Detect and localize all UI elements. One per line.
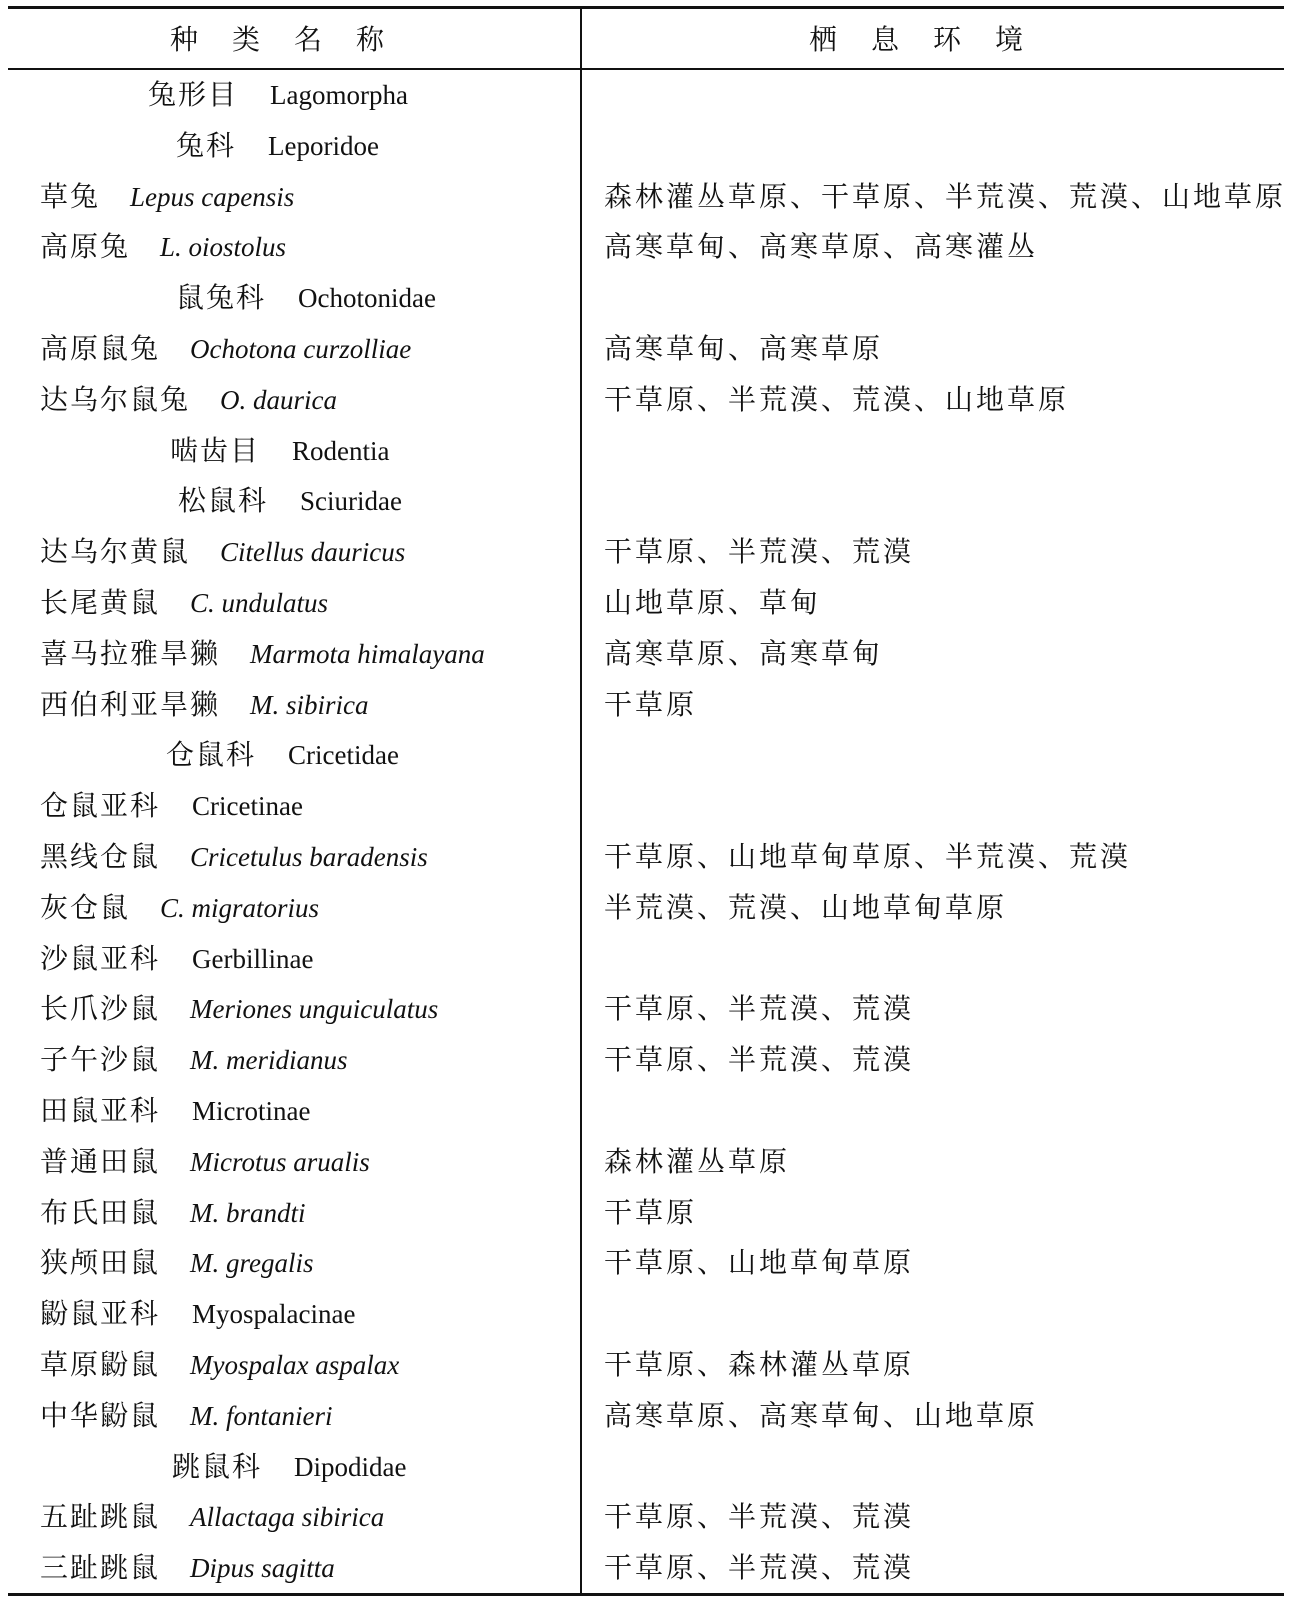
table-row xyxy=(8,934,1284,985)
table-row xyxy=(8,781,1284,832)
latin-name: M. fontanieri xyxy=(190,1400,333,1431)
table-row xyxy=(8,222,1284,273)
table-row xyxy=(8,375,1284,426)
latin-name: Rodentia xyxy=(292,435,390,466)
chinese-name: 五趾跳鼠 xyxy=(40,1500,161,1534)
latin-name: Sciuridae xyxy=(300,486,402,517)
latin-name: Dipodidae xyxy=(294,1451,407,1482)
chinese-name: 高原兔 xyxy=(40,230,131,264)
latin-name: Citellus dauricus xyxy=(220,537,406,568)
table-row xyxy=(8,1442,1284,1493)
table-row xyxy=(8,1340,1284,1391)
table-row xyxy=(8,1289,1284,1340)
table-row xyxy=(8,1137,1284,1188)
latin-name: Lepus capensis xyxy=(130,181,295,212)
chinese-name: 长爪沙鼠 xyxy=(40,992,161,1026)
chinese-name: 鼢鼠亚科 xyxy=(40,1297,161,1331)
latin-name: Cricetinae xyxy=(192,791,303,822)
table-row xyxy=(8,730,1284,781)
chinese-name: 草原鼢鼠 xyxy=(40,1347,161,1381)
chinese-name: 松鼠科 xyxy=(178,484,269,518)
habitat: 高寒草甸、高寒草原 xyxy=(604,331,884,365)
top-rule xyxy=(8,6,1284,9)
chinese-name: 三趾跳鼠 xyxy=(40,1551,161,1585)
latin-name: Cricetulus baradensis xyxy=(190,841,428,872)
table-row xyxy=(8,527,1284,578)
habitat: 干草原、半荒漠、荒漠 xyxy=(604,1551,915,1585)
habitat: 干草原、半荒漠、荒漠 xyxy=(604,992,915,1026)
chinese-name: 灰仓鼠 xyxy=(40,890,131,924)
chinese-name: 西伯利亚旱獭 xyxy=(40,687,221,721)
table-row xyxy=(8,70,1284,121)
latin-name: M. brandti xyxy=(190,1197,306,1228)
latin-name: M. meridianus xyxy=(190,1045,348,1076)
latin-name: M. sibirica xyxy=(250,689,369,720)
latin-name: Lagomorpha xyxy=(270,80,408,110)
table-row xyxy=(8,324,1284,375)
chinese-name: 达乌尔鼠兔 xyxy=(40,382,191,416)
table-row xyxy=(8,832,1284,883)
table-row xyxy=(8,1543,1284,1594)
chinese-name: 田鼠亚科 xyxy=(40,1093,161,1127)
chinese-name: 喜马拉雅旱獭 xyxy=(40,636,221,670)
species-habitat-table xyxy=(8,6,1287,1598)
table-row xyxy=(8,273,1284,324)
chinese-name: 布氏田鼠 xyxy=(40,1195,161,1229)
table-row xyxy=(8,1238,1284,1289)
chinese-name: 黑线仓鼠 xyxy=(40,839,161,873)
chinese-name: 长尾黄鼠 xyxy=(40,585,161,619)
chinese-name: 兔科 xyxy=(176,128,237,162)
latin-name: Allactaga sibirica xyxy=(190,1502,385,1533)
latin-name: M. gregalis xyxy=(190,1248,314,1279)
table-row xyxy=(8,1492,1284,1543)
chinese-name: 达乌尔黄鼠 xyxy=(40,535,191,569)
table-row xyxy=(8,1391,1284,1442)
table-row xyxy=(8,680,1284,731)
latin-name: Gerbillinae xyxy=(192,943,314,974)
table-row xyxy=(8,629,1284,680)
table-row xyxy=(8,578,1284,629)
latin-name: Microtinae xyxy=(192,1095,311,1126)
chinese-name: 啮齿目 xyxy=(170,433,261,467)
habitat: 高寒草原、高寒草甸、山地草原 xyxy=(604,1398,1039,1432)
table-row xyxy=(8,984,1284,1035)
chinese-name: 草兔 xyxy=(40,179,101,213)
table-row xyxy=(8,121,1284,172)
habitat: 干草原 xyxy=(604,687,698,721)
latin-name: Meriones unguiculatus xyxy=(190,994,439,1025)
latin-name: Myospalacinae xyxy=(192,1299,356,1330)
latin-name: Leporidoe xyxy=(268,130,379,161)
habitat: 半荒漠、荒漠、山地草甸草原 xyxy=(604,890,1008,924)
habitat: 森林灌丛草原、干草原、半荒漠、荒漠、山地草原 xyxy=(604,179,1287,213)
habitat: 干草原、山地草甸草原 xyxy=(604,1246,915,1280)
habitat: 山地草原、草甸 xyxy=(604,585,822,619)
latin-name: Dipus sagitta xyxy=(190,1553,335,1584)
latin-name: Microtus arualis xyxy=(190,1146,370,1177)
latin-name: O. daurica xyxy=(220,384,337,415)
chinese-name: 普通田鼠 xyxy=(40,1144,161,1178)
latin-name: Ochotona curzolliae xyxy=(190,333,412,364)
latin-name: Ochotonidae xyxy=(298,283,436,314)
habitat: 干草原、森林灌丛草原 xyxy=(604,1347,915,1381)
chinese-name: 鼠兔科 xyxy=(176,281,267,315)
latin-name: C. undulatus xyxy=(190,587,329,618)
habitat: 干草原、半荒漠、荒漠、山地草原 xyxy=(604,382,1070,416)
chinese-name: 子午沙鼠 xyxy=(40,1043,161,1077)
latin-name: Marmota himalayana xyxy=(250,638,485,669)
latin-name: Cricetidae xyxy=(288,740,399,771)
chinese-name: 沙鼠亚科 xyxy=(40,941,161,975)
chinese-name: 仓鼠亚科 xyxy=(40,789,161,823)
habitat: 干草原 xyxy=(604,1195,698,1229)
latin-name: C. migratorius xyxy=(160,892,320,923)
chinese-name: 仓鼠科 xyxy=(166,738,257,772)
table-row xyxy=(8,426,1284,477)
chinese-name: 高原鼠兔 xyxy=(40,331,161,365)
habitat: 干草原、半荒漠、荒漠 xyxy=(604,1043,915,1077)
habitat: 干草原、半荒漠、荒漠 xyxy=(604,535,915,569)
chinese-name: 跳鼠科 xyxy=(172,1449,263,1483)
table-row xyxy=(8,1188,1284,1239)
latin-name: L. oiostolus xyxy=(160,232,287,263)
table-row xyxy=(8,1035,1284,1086)
table-row xyxy=(8,883,1284,934)
habitat: 高寒草甸、高寒草原、高寒灌丛 xyxy=(604,230,1039,264)
habitat: 森林灌丛草原 xyxy=(604,1144,791,1178)
table-row xyxy=(8,476,1284,527)
habitat: 干草原、半荒漠、荒漠 xyxy=(604,1500,915,1534)
bottom-rule xyxy=(8,1593,1284,1596)
table-body xyxy=(8,70,1287,1594)
table-row xyxy=(8,172,1287,223)
name-column-header: 种类名称 xyxy=(169,23,418,56)
chinese-name: 兔形目 xyxy=(148,78,239,111)
habitat: 高寒草原、高寒草甸 xyxy=(604,636,884,670)
latin-name: Myospalax aspalax xyxy=(190,1349,400,1380)
table-row xyxy=(8,1086,1284,1137)
chinese-name: 中华鼢鼠 xyxy=(40,1398,161,1432)
chinese-name: 狭颅田鼠 xyxy=(40,1246,161,1280)
habitat: 干草原、山地草甸草原、半荒漠、荒漠 xyxy=(604,839,1132,873)
habitat-column-header: 栖息环境 xyxy=(808,23,1057,56)
